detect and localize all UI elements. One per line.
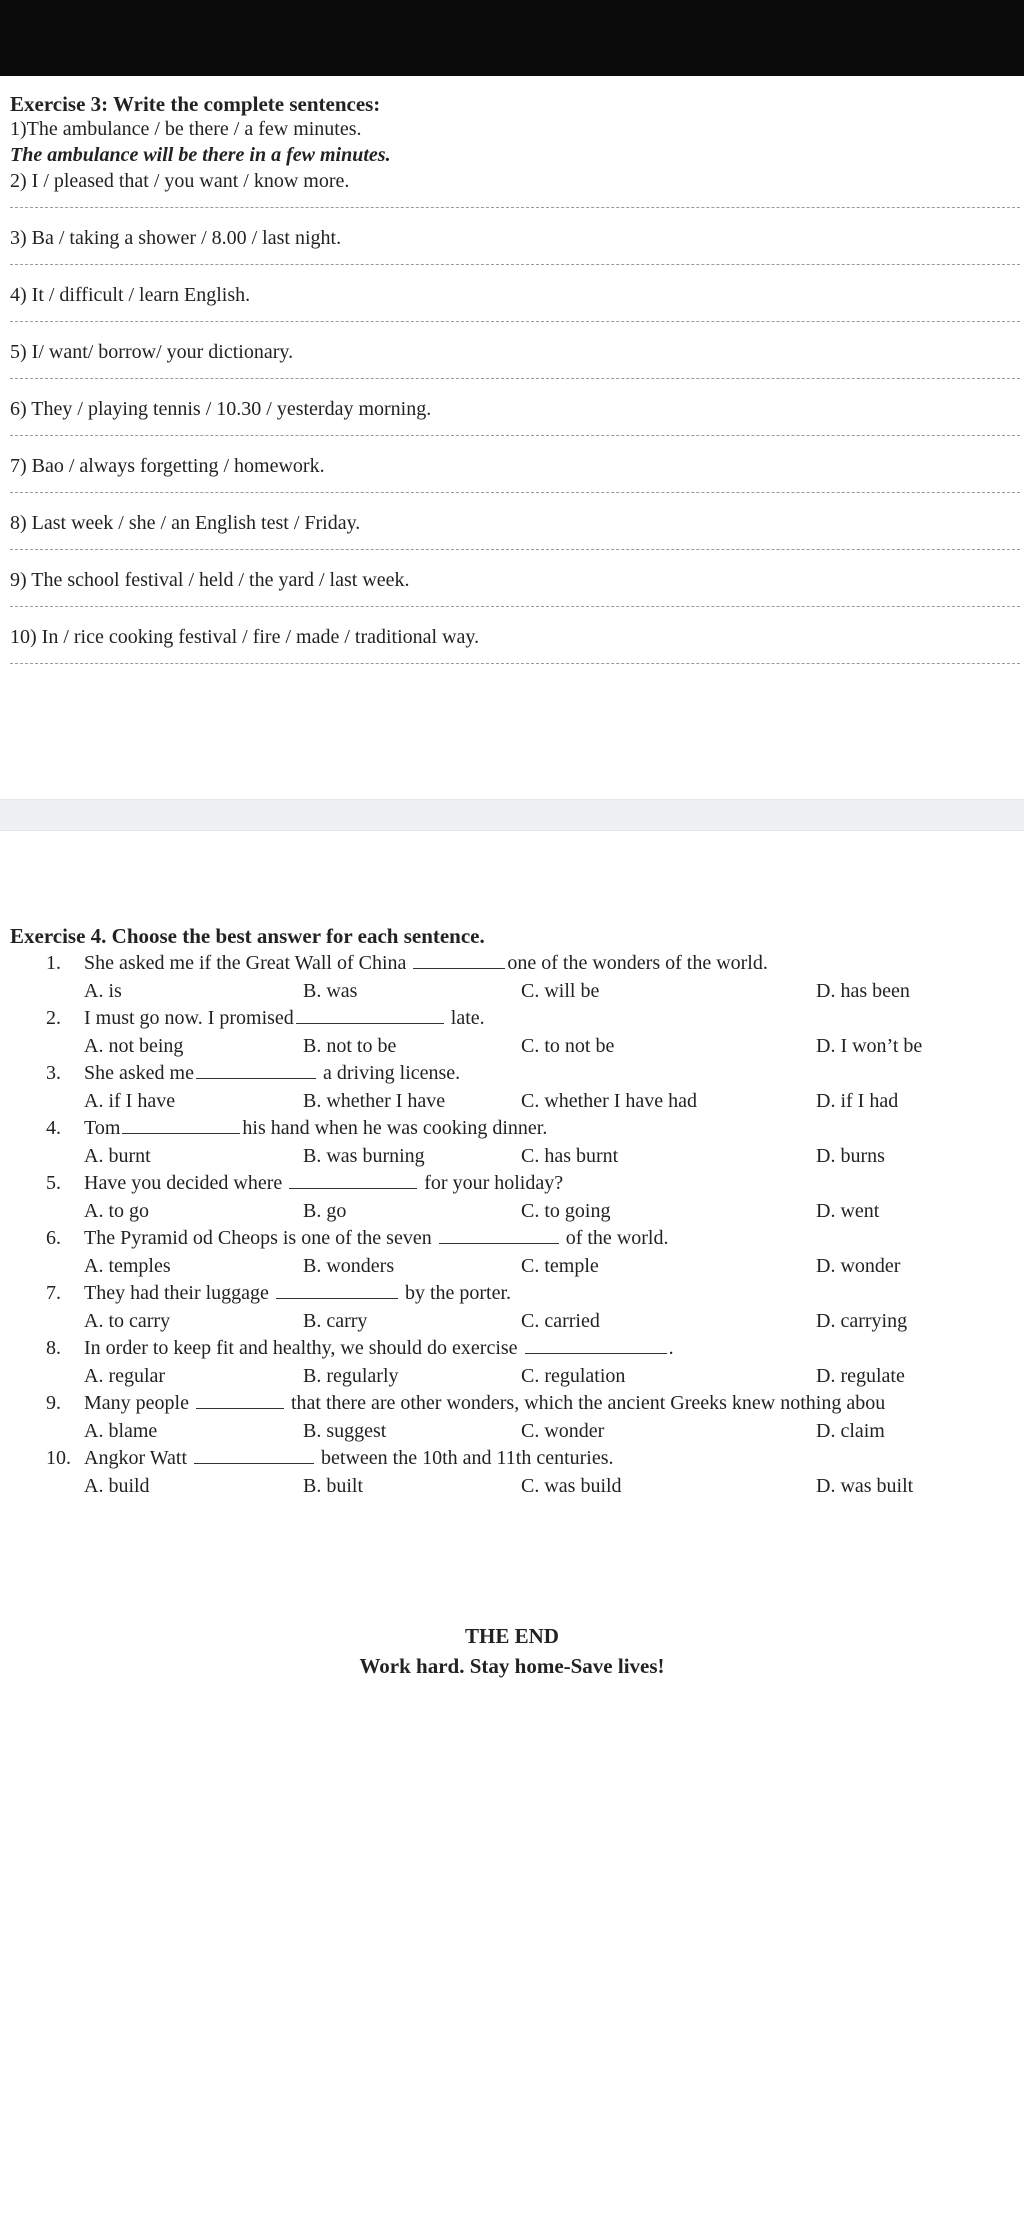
question (10, 1280, 1024, 1308)
example-answer: The ambulance will be there in a few minutes. (10, 144, 391, 166)
footer-motto: Work hard. Stay home-Save lives! (359, 1654, 665, 1678)
the-end-heading: THE END (465, 1624, 559, 1648)
option-a: A. to carry (84, 1309, 171, 1332)
ex3-item-text: 5) I/ want/ borrow/ your dictionary. (10, 341, 294, 363)
ex3-item (10, 340, 1020, 397)
answer-line (10, 264, 1020, 265)
option-c: C. has burnt (521, 1144, 619, 1167)
option-c: C. to not be (521, 1034, 615, 1057)
option-a: A. not being (84, 1034, 184, 1057)
answer-blank (196, 1060, 316, 1079)
answer-options (10, 1143, 1024, 1171)
question (10, 1335, 1024, 1363)
answer-line (10, 606, 1020, 607)
option-b: B. was (303, 979, 358, 1002)
option-d: D. carrying (816, 1309, 908, 1332)
question-stem: Many people that there are other wonders, which the ancient Greeks knew nothing abou (84, 1392, 886, 1414)
question-number: 2. (46, 1007, 61, 1029)
option-b: B. suggest (303, 1419, 387, 1442)
worksheet-footer (0, 1621, 1024, 1681)
answer-blank (296, 1005, 444, 1024)
ex3-item (10, 568, 1020, 625)
option-a: A. is (84, 979, 122, 1002)
answer-blank (525, 1335, 667, 1354)
option-b: B. carry (303, 1309, 368, 1332)
question-number: 7. (46, 1282, 61, 1304)
ex3-item-text: 2) I / pleased that / you want / know more. (10, 170, 350, 192)
option-d: D. if I had (816, 1089, 899, 1112)
option-b: B. go (303, 1199, 347, 1222)
answer-blank (413, 950, 505, 969)
answer-line (10, 207, 1020, 208)
exercise-3-title: Exercise 3: Write the complete sentences: (10, 92, 381, 116)
option-a: A. to go (84, 1199, 149, 1222)
question-stem: She asked me if the Great Wall of China one of the wonders of the world. (84, 952, 768, 974)
answer-options (10, 1198, 1024, 1226)
question-number: 5. (46, 1172, 61, 1194)
option-a: A. blame (84, 1419, 158, 1442)
ex3-item-text: 4) It / difficult / learn English. (10, 284, 251, 306)
ex3-item-text: 7) Bao / always forgetting / homework. (10, 455, 325, 477)
question-stem: The Pyramid od Cheops is one of the seven of the world. (84, 1227, 669, 1249)
option-d: D. claim (816, 1419, 885, 1442)
ex3-item (10, 625, 1020, 682)
answer-options (10, 1308, 1024, 1336)
option-d: D. I won’t be (816, 1034, 923, 1057)
question (10, 1390, 1024, 1418)
answer-line (10, 549, 1020, 550)
option-d: D. was built (816, 1474, 914, 1497)
answer-blank (196, 1390, 284, 1409)
option-c: C. whether I have had (521, 1089, 698, 1112)
answer-options (10, 1033, 1024, 1061)
answer-line (10, 378, 1020, 379)
answer-blank (194, 1445, 314, 1464)
answer-line (10, 321, 1020, 322)
question-stem: Angkor Watt between the 10th and 11th centuries. (84, 1447, 614, 1469)
ex3-item (10, 283, 1020, 340)
option-a: A. temples (84, 1254, 171, 1277)
ex3-item-text: 8) Last week / she / an English test / Friday. (10, 512, 361, 534)
ex3-item-text: 9) The school festival / held / the yard / last week. (10, 569, 410, 591)
example-prompt: 1)The ambulance / be there / a few minutes. (10, 118, 362, 140)
question-stem: In order to keep fit and healthy, we should do exercise . (84, 1337, 674, 1359)
answer-line (10, 435, 1020, 436)
answer-options (10, 1253, 1024, 1281)
question-stem: They had their luggage by the porter. (84, 1282, 512, 1304)
question-number: 8. (46, 1337, 61, 1359)
option-a: A. if I have (84, 1089, 176, 1112)
option-c: C. wonder (521, 1419, 605, 1442)
option-b: B. whether I have (303, 1089, 446, 1112)
question-number: 3. (46, 1062, 61, 1084)
option-a: A. regular (84, 1364, 166, 1387)
answer-options (10, 1418, 1024, 1446)
answer-blank (439, 1225, 559, 1244)
option-b: B. regularly (303, 1364, 399, 1387)
question-stem: Have you decided where for your holiday? (84, 1172, 564, 1194)
question-number: 1. (46, 952, 61, 974)
ex3-item-text: 10) In / rice cooking festival / fire / made / traditional way. (10, 626, 480, 648)
option-d: D. went (816, 1199, 880, 1222)
answer-line (10, 492, 1020, 493)
exercise-3 (10, 92, 1020, 682)
ex3-item (10, 169, 1020, 226)
question-number: 6. (46, 1227, 61, 1249)
question (10, 1060, 1024, 1088)
ex3-item-text: 3) Ba / taking a shower / 8.00 / last night. (10, 227, 342, 249)
exercise-4 (10, 923, 1024, 1500)
answer-options (10, 1363, 1024, 1391)
option-c: C. will be (521, 979, 600, 1002)
question-stem: Tom his hand when he was cooking dinner. (84, 1117, 548, 1139)
option-d: D. has been (816, 979, 910, 1002)
option-c: C. to going (521, 1199, 611, 1222)
ex3-item (10, 454, 1020, 511)
option-c: C. regulation (521, 1364, 626, 1387)
option-d: D. regulate (816, 1364, 905, 1387)
answer-options (10, 1473, 1024, 1501)
question-stem: She asked me a driving license. (84, 1062, 461, 1084)
question-number: 9. (46, 1392, 61, 1414)
ex3-item-text: 6) They / playing tennis / 10.30 / yesterday morning. (10, 398, 432, 420)
ex3-item (10, 511, 1020, 568)
option-c: C. was build (521, 1474, 622, 1497)
exercise-4-title: Exercise 4. Choose the best answer for each sentence. (10, 924, 485, 948)
question-number: 4. (46, 1117, 61, 1139)
answer-blank (289, 1170, 417, 1189)
ex3-item (10, 226, 1020, 283)
option-b: B. not to be (303, 1034, 397, 1057)
answer-blank (276, 1280, 398, 1299)
answer-options (10, 978, 1024, 1006)
question (10, 1225, 1024, 1253)
question-stem: I must go now. I promised late. (84, 1007, 485, 1029)
question (10, 1445, 1024, 1473)
answer-line (10, 663, 1020, 664)
question (10, 1005, 1024, 1033)
answer-blank (122, 1115, 240, 1134)
answer-options (10, 1088, 1024, 1116)
question (10, 1115, 1024, 1143)
option-d: D. wonder (816, 1254, 901, 1277)
option-b: B. was burning (303, 1144, 425, 1167)
option-a: A. build (84, 1474, 150, 1497)
page-break-separator (0, 799, 1024, 831)
option-c: C. carried (521, 1309, 600, 1332)
top-black-bar (0, 0, 1024, 76)
option-b: B. built (303, 1474, 364, 1497)
option-d: D. burns (816, 1144, 885, 1167)
option-b: B. wonders (303, 1254, 395, 1277)
option-c: C. temple (521, 1254, 599, 1277)
question (10, 950, 1024, 978)
question (10, 1170, 1024, 1198)
ex3-item (10, 397, 1020, 454)
question-number: 10. (46, 1447, 71, 1469)
option-a: A. burnt (84, 1144, 151, 1167)
